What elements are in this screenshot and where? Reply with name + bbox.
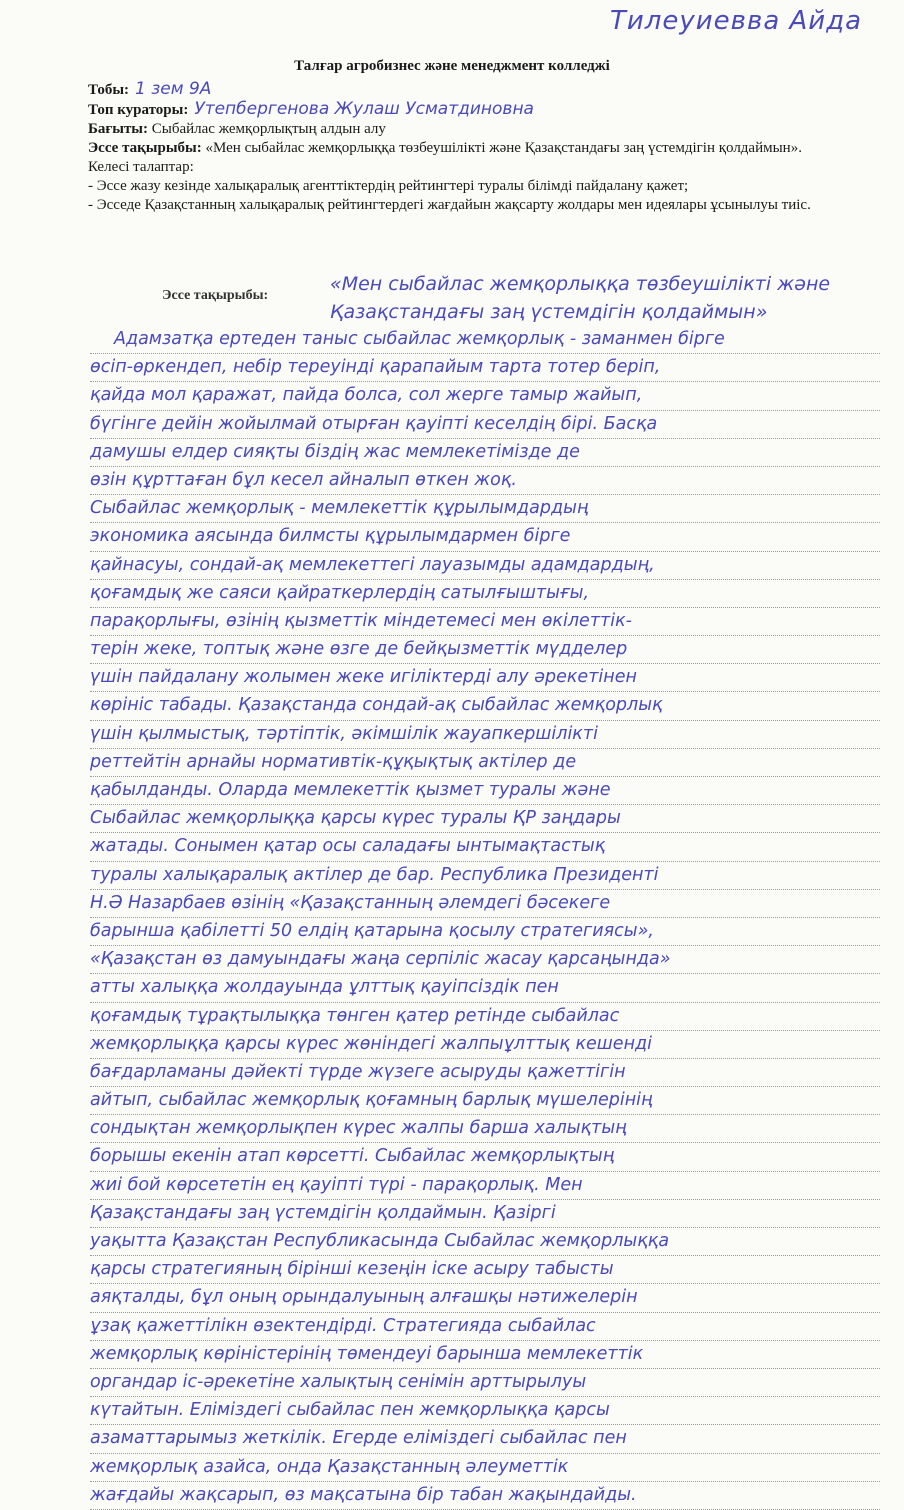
- essay-line: Сыбайлас жемқорлық - мемлекеттік құрылымдардың: [90, 495, 880, 523]
- essay-line: дамушы елдер сияқты біздің жас мемлекетімізде де: [90, 439, 880, 467]
- essay-line: үшін қылмыстық, тәртіптік, әкімшілік жауапкершілікті: [90, 721, 880, 749]
- essay-line: жемқорлыққа қарсы күрес жөніндегі жалпыұлттық кешенді: [90, 1031, 880, 1059]
- direction-value: Сыбайлас жемқорлықтың алдын алу: [148, 121, 386, 137]
- essay-line: азаматтарымыз жеткілік. Егерде еліміздегі сыбайлас пен: [90, 1425, 880, 1453]
- essay-line: экономика аясында билмсты құрылымдармен бірге: [90, 523, 880, 551]
- essay-line: ұзақ қажеттілікн өзектендірді. Стратегияда сыбайлас: [90, 1313, 880, 1341]
- essay-line: көрініс табады. Қазақстанда сондай-ақ сыбайлас жемқорлық: [90, 692, 880, 720]
- essay-line: органдар іс-әрекетіне халықтың сенімін арттырылуы: [90, 1369, 880, 1397]
- essay-line: жағдайы жақсарып, өз мақсатына бір табан жақындайды.: [90, 1482, 880, 1510]
- essay-label: Эссе тақырыбы:: [162, 288, 269, 303]
- requirement-item: - Эссе жазу кезінде халықаралық агенттіктердің рейтингтері туралы білімді пайдалану қажет;: [88, 178, 689, 194]
- topic-value: «Мен сыбайлас жемқорлыққа төзбеушілікті және Қазақстандағы заң үстемдігін қолдаймын».: [201, 140, 802, 156]
- essay-line: күтайтын. Еліміздегі сыбайлас пен жемқорлыққа қарсы: [90, 1397, 880, 1425]
- essay-line: сондықтан жемқорлықпен күрес жалпы барша халықтың: [90, 1115, 880, 1143]
- essay-line: қоғамдық же саяси қайраткерлердің сатылғыштығы,: [90, 580, 880, 608]
- college-title: Талғар агробизнес және менеджмент колледжі: [294, 58, 610, 74]
- group-label: Тобы:: [88, 82, 130, 98]
- curator-row: [88, 100, 830, 120]
- requirement-item: - Эсседе Қазақстанның халықаралық рейтингтердегі жағдайын жақсарту жолдары мен идеялары ұсынылуы тиіс.: [88, 197, 811, 213]
- essay-line: қарсы стратегияның бірінші кезеңін іске асыру табысты: [90, 1256, 880, 1284]
- topic-label: Эссе тақырыбы:: [88, 140, 202, 156]
- essay-line: қайда мол қаражат, пайда болса, сол жерге тамыр жайып,: [90, 382, 880, 410]
- essay-line: қайнасуы, сондай-ақ мемлекеттегі лауазымды адамдардың,: [90, 552, 880, 580]
- essay-line: өзін құрттаған бұл кесел айналып өткен жоқ.: [90, 467, 880, 495]
- essay-body: [90, 326, 880, 1510]
- essay-line: өсіп-өркендеп, небір тереуінді қарапайым тарта тотер беріп,: [90, 354, 880, 382]
- essay-line: жатады. Сонымен қатар осы саладағы ынтымақтастық: [90, 833, 880, 861]
- essay-line: жиі бой көрсететін ең қауіпті түрі - парақорлық. Мен: [90, 1172, 880, 1200]
- requirements-heading: Келесі талаптар:: [88, 159, 194, 175]
- group-row: [88, 80, 830, 100]
- essay-line: жемқорлық азайса, онда Қазақстанның әлеуметтік: [90, 1454, 880, 1482]
- essay-line: бүгінге дейін жойылмай отырған қауіпті кеселдің бірі. Басқа: [90, 411, 880, 439]
- essay-line: Н.Ә Назарбаев өзінің «Қазақстанның әлемдегі бәсекеге: [90, 890, 880, 918]
- essay-line: қабылданды. Оларда мемлекеттік қызмет туралы және: [90, 777, 880, 805]
- essay-line: атты халыққа жолдауында ұлттық қауіпсіздік пен: [90, 974, 880, 1002]
- essay-line: аяқталды, бұл оның орындалуының алғашқы нәтижелерін: [90, 1284, 880, 1312]
- essay-line: Сыбайлас жемқорлыққа қарсы күрес туралы ҚР заңдары: [90, 805, 880, 833]
- essay-line: «Қазақстан өз дамуындағы жаңа серпіліс жасау қарсаңында»: [90, 946, 880, 974]
- essay-title-handwritten: «Мен сыбайлас жемқорлыққа төзбеушілікті және Қазақстандағы заң үстемдігін қолдаймын»: [330, 273, 831, 323]
- direction-label: Бағыты:: [88, 121, 149, 137]
- form-header: [88, 80, 830, 215]
- topic-row: [88, 139, 830, 158]
- curator-label: Топ кураторы:: [88, 102, 189, 118]
- curator-value: Утепбергенова Жулаш Усматдиновна: [194, 99, 534, 119]
- essay-line: Адамзатқа ертеден таныс сыбайлас жемқорлық - заманмен бірге: [90, 326, 880, 354]
- essay-line: терін жеке, топтық және өзге де бейқызметтік мүдделер: [90, 636, 880, 664]
- student-name-handwritten: Тилеуиевва Айда: [610, 6, 863, 36]
- essay-line: барынша қабілетті 50 елдің қатарына қосылу стратегиясы»,: [90, 918, 880, 946]
- essay-line: үшін пайдалану жолымен жеке игіліктерді алу әрекетінен: [90, 664, 880, 692]
- essay-line: жемқорлық көріністерінің төмендеуі барынша мемлекеттік: [90, 1341, 880, 1369]
- essay-line: туралы халықаралық актілер де бар. Республика Президенті: [90, 862, 880, 890]
- essay-line: реттейтін арнайы нормативтік-құқықтық актілер де: [90, 749, 880, 777]
- essay-line: Қазақстандағы заң үстемдігін қолдаймын. Қазіргі: [90, 1200, 880, 1228]
- direction-row: [88, 120, 830, 139]
- essay-line: қоғамдық тұрақтылыққа төнген қатер ретінде сыбайлас: [90, 1003, 880, 1031]
- essay-line: бағдарламаны дәйекті түрде жүзеге асыруды қажеттігін: [90, 1059, 880, 1087]
- group-value: 1 зем 9А: [135, 79, 212, 99]
- essay-line: уақытта Қазақстан Республикасында Сыбайлас жемқорлыққа: [90, 1228, 880, 1256]
- essay-line: парақорлығы, өзінің қызметтік міндетемесі мен өкілеттік-: [90, 608, 880, 636]
- essay-line: борышы екенін атап көрсетті. Сыбайлас жемқорлықтың: [90, 1143, 880, 1171]
- essay-line: айтып, сыбайлас жемқорлық қоғамның барлық мүшелерінің: [90, 1087, 880, 1115]
